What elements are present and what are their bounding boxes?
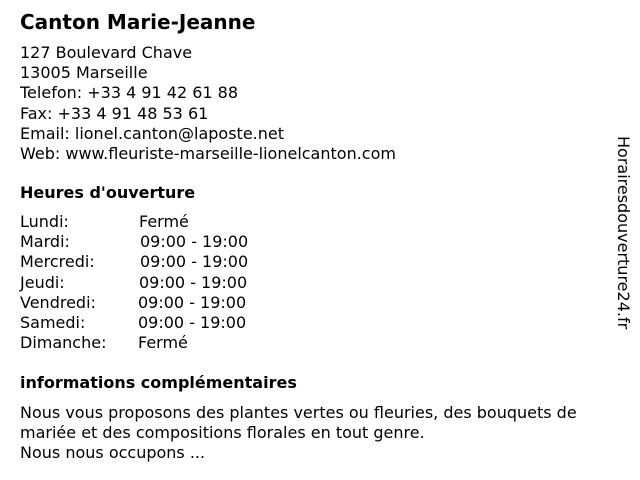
phone-line: Telefon: +33 4 91 42 61 88 xyxy=(20,83,239,103)
description-more: Nous nous occupons ... xyxy=(20,443,206,462)
hours-value: 09:00 - 19:00 xyxy=(138,312,247,332)
hours-row-friday xyxy=(20,293,320,313)
address-line-city: 13005 Marseille xyxy=(20,63,148,83)
opening-hours-table xyxy=(20,212,320,353)
fax-line: Fax: +33 4 91 48 53 61 xyxy=(20,103,209,123)
email-line: Email: lionel.canton@laposte.net xyxy=(20,123,284,143)
additional-info-text xyxy=(20,403,626,463)
day-label: Jeudi: xyxy=(20,272,65,292)
hours-value: 09:00 - 19:00 xyxy=(140,232,249,252)
hours-value: Fermé xyxy=(138,333,188,353)
day-label: Lundi: xyxy=(20,212,69,231)
day-label: Mercredi: xyxy=(20,252,95,272)
day-label: Dimanche: xyxy=(20,333,107,353)
additional-info-heading: informations complémentaires xyxy=(20,373,297,392)
business-name: Canton Marie-Jeanne xyxy=(20,10,256,34)
day-label: Mardi: xyxy=(20,232,70,252)
site-watermark-text: Horairesdouverture24.fr xyxy=(614,136,633,330)
hours-value: 09:00 - 19:00 xyxy=(138,292,247,312)
opening-hours-heading: Heures d'ouverture xyxy=(20,183,196,202)
site-watermark xyxy=(612,136,634,370)
contact-block xyxy=(20,43,396,164)
hours-row-saturday xyxy=(20,313,320,333)
hours-value: 09:00 - 19:00 xyxy=(139,272,248,292)
hours-row-wednesday xyxy=(20,252,320,272)
hours-row-sunday xyxy=(20,333,320,353)
day-label: Samedi: xyxy=(20,312,86,332)
web-line: Web: www.fleuriste-marseille-lionelcanton.com xyxy=(20,143,396,163)
description-paragraph: Nous vous proposons des plantes vertes ou fleuries, des bouquets de mariée et des compositions florales en tout genre. xyxy=(20,403,577,442)
hours-row-monday xyxy=(20,212,320,232)
hours-value: 09:00 - 19:00 xyxy=(140,252,249,272)
hours-row-tuesday xyxy=(20,232,320,252)
hours-value: Fermé xyxy=(139,212,189,231)
hours-row-thursday xyxy=(20,273,320,293)
day-label: Vendredi: xyxy=(20,292,96,312)
address-line-street: 127 Boulevard Chave xyxy=(20,43,193,62)
